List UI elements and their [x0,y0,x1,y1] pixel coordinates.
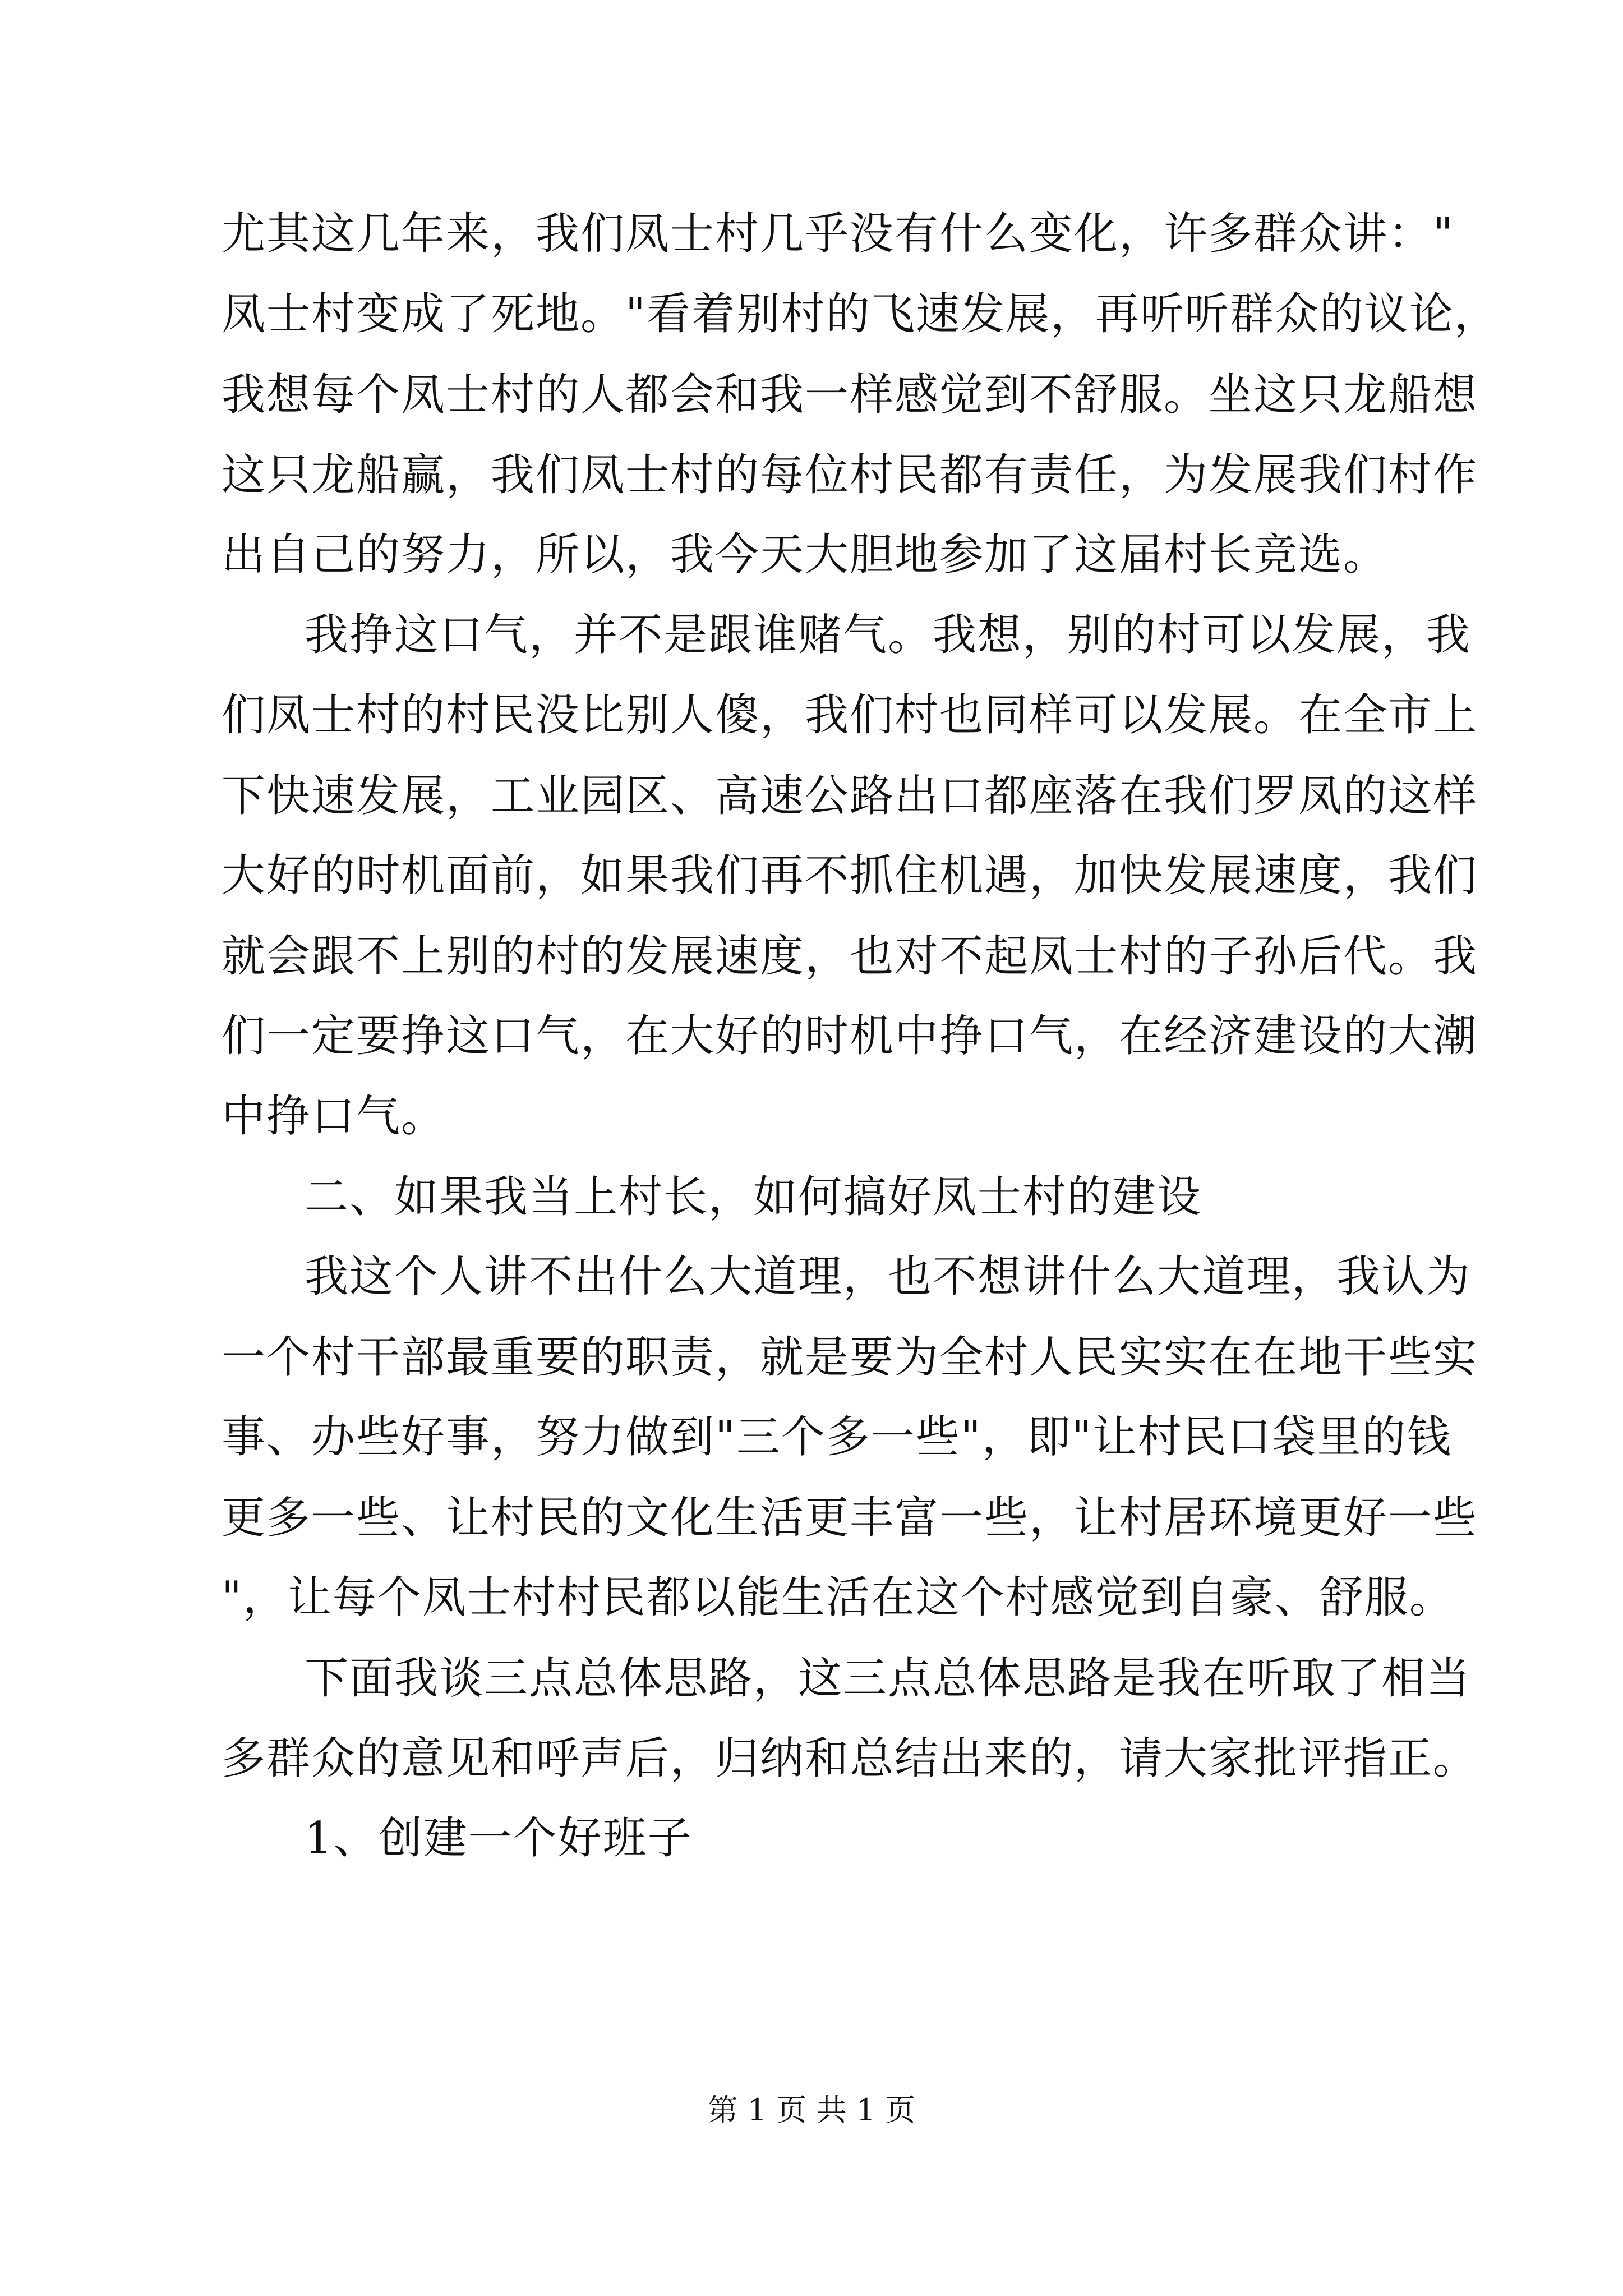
subsection-heading: 1、创建一个好班子 [305,1813,693,1864]
text-line: 凤士村变成了死地。"看着别村的飞速发展，再听听群众的议论， [222,289,1499,339]
text-line: "，让每个凤士村村民都以能生活在这个村感觉到自豪、舒服。 [222,1572,1454,1623]
text-line: 多群众的意见和呼声后，归纳和总结出来的，请大家批评指正。 [222,1733,1478,1784]
text-line: 大好的时机面前，如果我们再不抓住机遇，加快发展速度，我们 [222,850,1478,901]
text-line: 我想每个凤士村的人都会和我一样感觉到不舒服。坐这只龙船想 [222,370,1478,420]
paragraph-start-line: 下面我谈三点总体思路，这三点总体思路是我在听取了相当 [305,1653,1472,1704]
text-line: 们凤士村的村民没比别人傻，我们村也同样可以发展。在全市上 [222,690,1478,740]
text-line: 就会跟不上别的村的发展速度，也对不起凤士村的子孙后代。我 [222,931,1478,982]
paragraph-start-line: 我挣这口气，并不是跟谁赌气。我想，别的村可以发展，我 [305,610,1472,660]
text-line: 更多一些、让村民的文化生活更丰富一些，让村居环境更好一些 [222,1493,1478,1543]
section-heading: 二、如果我当上村长，如何搞好凤士村的建设 [305,1172,1202,1222]
text-line: 下快速发展，工业园区、高速公路出口都座落在我们罗凤的这样 [222,771,1478,821]
text-line: 尤其这几年来，我们凤士村几乎没有什么变化，许多群众讲：" [222,209,1454,259]
text-line: 事、办些好事，努力做到"三个多一些"，即"让村民口袋里的钱 [222,1412,1452,1462]
page-footer: 第 1 页 共 1 页 [707,2092,916,2128]
paragraph-start-line: 我这个人讲不出什么大道理，也不想讲什么大道理，我认为 [305,1251,1472,1302]
text-line: 一个村干部最重要的职责，就是要为全村人民实实在在地干些实 [222,1332,1478,1383]
text-line: 们一定要挣这口气，在大好的时机中挣口气，在经济建设的大潮 [222,1011,1478,1061]
text-line: 这只龙船赢，我们凤士村的每位村民都有责任，为发展我们村作 [222,450,1478,500]
text-line: 出自己的努力，所以，我今天大胆地参加了这届村长竞选。 [222,530,1389,580]
text-line: 中挣口气。 [222,1091,446,1142]
